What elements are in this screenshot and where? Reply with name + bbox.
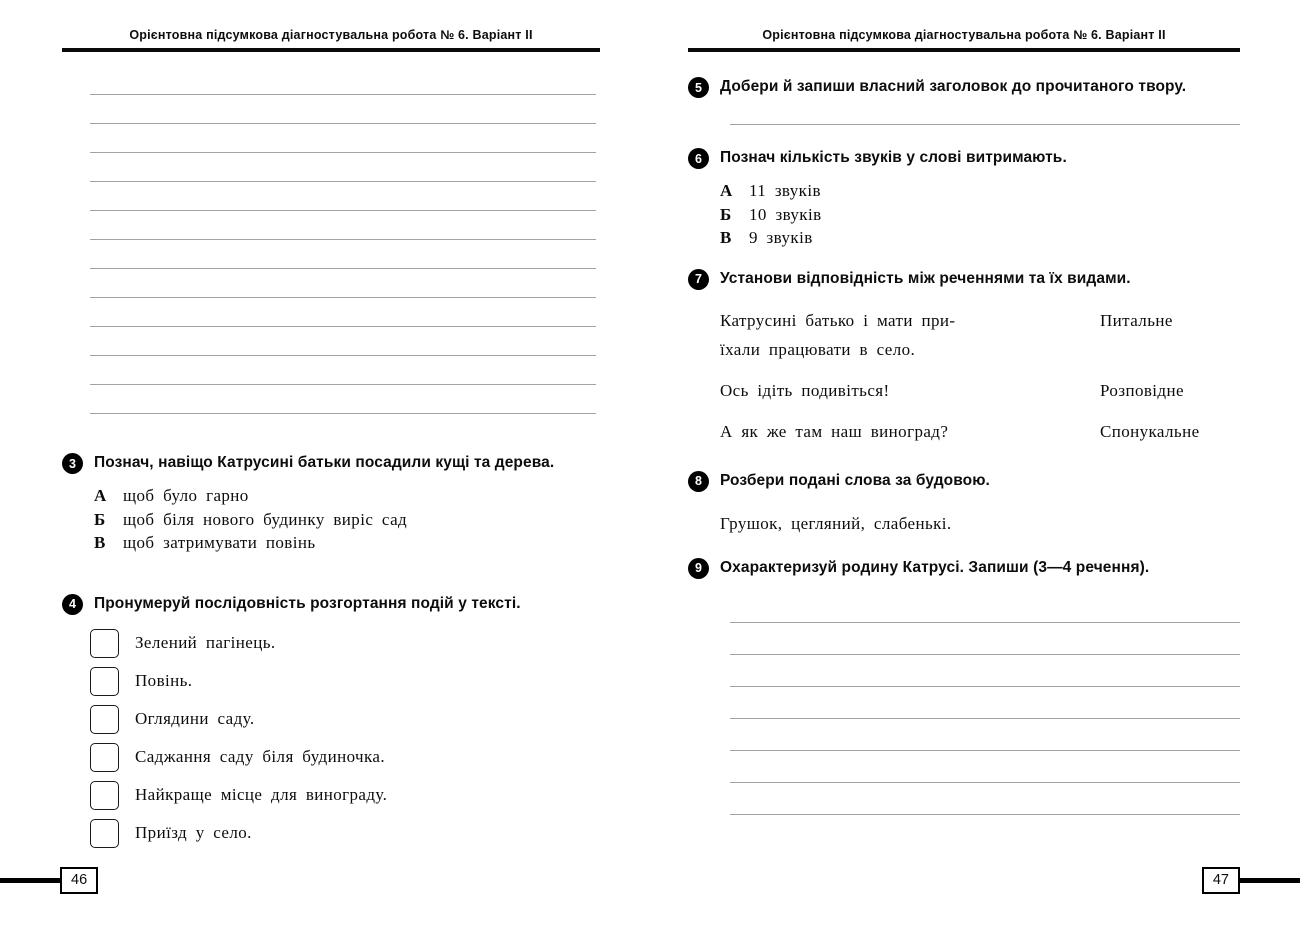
option-letter: Б (720, 204, 732, 224)
option-v[interactable] (94, 531, 600, 555)
question-number-badge: 3 (62, 453, 83, 474)
prompt-text: Познач кількість звуків у слові (720, 149, 966, 166)
option-text: 9 звуків (749, 228, 813, 247)
writing-line[interactable] (90, 269, 596, 298)
question-6 (688, 147, 1240, 250)
option-a[interactable] (720, 179, 1240, 203)
page-number-bar (1240, 878, 1300, 883)
matching-pair (720, 376, 1240, 405)
question-number-badge: 9 (688, 558, 709, 579)
writing-line[interactable] (730, 783, 1240, 815)
writing-line[interactable] (90, 327, 596, 356)
option-a[interactable] (94, 484, 600, 508)
sequence-checkbox[interactable] (90, 819, 119, 848)
option-letter: В (94, 533, 106, 552)
options-list (94, 484, 600, 555)
sentence-line: Ось ідіть подивіться! (720, 380, 890, 400)
option-text: 11 звуків (749, 181, 821, 200)
header-rule (688, 48, 1240, 52)
writing-line[interactable] (730, 751, 1240, 783)
writing-line[interactable] (730, 655, 1240, 687)
question-prompt: Установи відповідність між реченнями та їх видами. (720, 269, 1131, 287)
option-text: щоб було гарно (123, 486, 249, 505)
writing-line[interactable] (90, 182, 596, 211)
words-to-parse: Грушок, цегляний, слабенькі. (720, 513, 952, 533)
left-page (62, 0, 600, 926)
question-3 (62, 452, 600, 555)
sequence-checkbox[interactable] (90, 781, 119, 810)
writing-line[interactable] (90, 153, 596, 182)
matching-sentence[interactable] (720, 306, 1100, 364)
writing-line[interactable] (90, 124, 596, 153)
option-b[interactable] (720, 203, 1240, 227)
answer-lines-block (688, 591, 1240, 815)
matching-type[interactable]: Питальне (1100, 310, 1173, 330)
option-text: 10 звуків (749, 204, 822, 224)
matching-pair (720, 417, 1240, 446)
sentence-line: А як же там наш виноград? (720, 421, 949, 441)
writing-line[interactable] (730, 687, 1240, 719)
question-prompt: Добери й запиши власний заголовок до прочитаного твору. (720, 78, 1187, 95)
sequence-checkbox[interactable] (90, 667, 119, 696)
question-prompt (720, 147, 1067, 168)
question-7 (688, 268, 1240, 446)
sequence-label: Саджання саду біля будиночка. (135, 747, 385, 766)
sequence-label: Зелений пагінець. (135, 633, 276, 652)
writing-line[interactable] (730, 623, 1240, 655)
question-prompt: Познач, навіщо Катрусині батьки посадили кущі та дерева. (94, 454, 555, 471)
matching-sentence[interactable] (720, 376, 1100, 405)
matching-list (720, 306, 1240, 446)
matching-pair (720, 306, 1240, 364)
writing-line[interactable] (90, 298, 596, 327)
sentence-line: Катрусині батько і мати при- (720, 310, 956, 330)
option-v[interactable] (720, 226, 1240, 250)
page-header: Орієнтовна підсумкова діагностувальна робота № 6. Варіант II (129, 28, 533, 42)
question-8 (688, 470, 1240, 535)
option-text: щоб затримувати повінь (123, 533, 316, 552)
writing-line[interactable] (90, 66, 596, 95)
page-header: Орієнтовна підсумкова діагностувальна робота № 6. Варіант II (762, 28, 1166, 42)
sequence-checkbox[interactable] (90, 629, 119, 658)
sequence-list (90, 629, 600, 848)
sequence-checkbox[interactable] (90, 705, 119, 734)
sequence-item (90, 743, 600, 772)
writing-line[interactable] (90, 95, 596, 124)
question-9 (688, 557, 1240, 815)
question-5 (688, 76, 1240, 125)
sequence-label: Найкраще місце для винограду. (135, 785, 388, 804)
option-letter: А (94, 486, 107, 505)
question-prompt: Пронумеруй послідовність розгортання подій у тексті. (94, 594, 521, 612)
writing-line[interactable] (90, 385, 596, 414)
question-number-badge: 7 (688, 269, 709, 290)
sequence-item (90, 781, 600, 810)
prompt-text: . (1062, 149, 1067, 166)
sequence-item (90, 629, 600, 658)
sequence-item (90, 819, 600, 848)
sequence-item (90, 705, 600, 734)
option-letter: В (720, 228, 732, 247)
question-number-badge: 4 (62, 594, 83, 615)
question-4 (62, 593, 600, 848)
matching-sentence[interactable] (720, 417, 1100, 446)
sequence-checkbox[interactable] (90, 743, 119, 772)
sequence-label: Повінь. (135, 671, 193, 690)
options-list (720, 179, 1240, 250)
matching-type[interactable]: Спонукальне (1100, 421, 1200, 441)
writing-line[interactable] (730, 719, 1240, 751)
option-b[interactable] (94, 508, 600, 532)
writing-line[interactable] (90, 240, 596, 269)
page-number-tab (0, 867, 98, 894)
answer-lines-block (62, 66, 600, 414)
page-number: 46 (60, 867, 98, 894)
page-number-bar (0, 878, 60, 883)
writing-line[interactable] (90, 211, 596, 240)
page-number: 47 (1202, 867, 1240, 894)
question-prompt: Розбери подані слова за будовою. (720, 471, 990, 489)
writing-line[interactable] (730, 591, 1240, 623)
sentence-line: їхали працювати в село. (720, 339, 916, 359)
matching-type[interactable]: Розповідне (1100, 380, 1184, 400)
page-number-tab (1202, 867, 1300, 894)
writing-line[interactable] (90, 356, 596, 385)
question-number-badge: 5 (688, 77, 709, 98)
prompt-bold-word: витримають (965, 149, 1063, 166)
option-letter: Б (94, 509, 106, 529)
sequence-label: Приїзд у село. (135, 823, 252, 842)
option-text: щоб біля нового будинку виріс сад (123, 509, 408, 529)
question-number-badge: 8 (688, 471, 709, 492)
writing-line[interactable] (730, 124, 1240, 125)
sequence-label: Оглядини саду. (135, 709, 255, 728)
header-rule (62, 48, 600, 52)
question-prompt: Охарактеризуй родину Катрусі. Запиши (3—4 речення). (720, 558, 1150, 576)
sequence-item (90, 667, 600, 696)
option-letter: А (720, 181, 733, 200)
right-page (688, 0, 1240, 926)
question-number-badge: 6 (688, 148, 709, 169)
